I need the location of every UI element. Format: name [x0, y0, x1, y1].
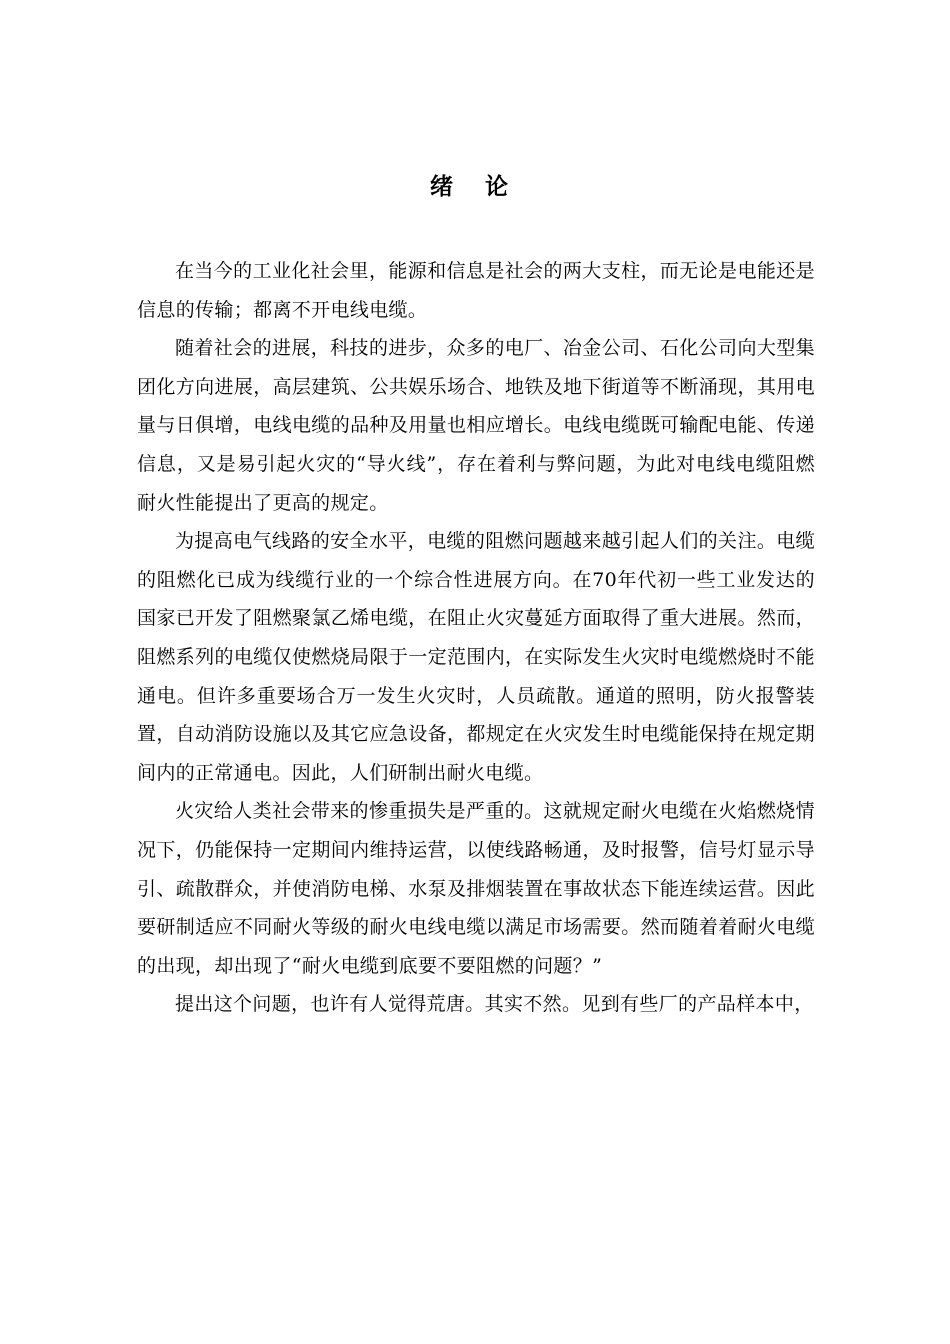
body-text [137, 252, 815, 1024]
paragraph-4: 火灾给人类社会带来的惨重损失是严重的。这就规定耐火电缆在火焰燃烧情况下，仍能保持一定期间内维持运营，以使线路畅通，及时报警，信号灯显示导引、疏散群众，并使消防电梯、水泵及排烟装置在事故状态下能连续运营。因此要研制适应不同耐火等级的耐火电线电缆以满足市场需要。然而随着着耐火电缆的出现，却出现了“耐火电缆到底要不要阻燃的问题？” [137, 800, 815, 977]
paragraph-3: 为提高电气线路的安全水平，电缆的阻燃问题越来越引起人们的关注。电缆的阻燃化已成为线缆行业的一个综合性进展方向。在70年代初一些工业发达的国家已开发了阻燃聚氯乙烯电缆，在阻止火灾蔓延方面取得了重大进展。然而，阻燃系列的电缆仅使燃烧局限于一定范围内，在实际发生火灾时电缆燃烧时不能通电。但许多重要场合万一发生火灾时，人员疏散。通道的照明，防火报警装置，自动消防设施以及其它应急设备，都规定在火灾发生时电缆能保持在规定期间内的正常通电。因此，人们研制出耐火电缆。 [137, 530, 815, 784]
paragraph-5: 提出这个问题，也许有人觉得荒唐。其实不然。见到有些厂的产品样本中， [175, 993, 814, 1016]
page-title: 绪 论 [429, 174, 520, 200]
paragraph-2: 随着社会的进展，科技的进步，众多的电厂、冶金公司、石化公司向大型集团化方向进展，高层建筑、公共娱乐场合、地铁及地下街道等不断涌现，其用电量与日俱增，电线电缆的品种及用量也相应增长。电线电缆既可输配电能、传递信息，又是易引起火灾的“导火线”，存在着利与弊问题，为此对电线电缆阻燃耐火性能提出了更高的规定。 [137, 337, 815, 514]
paragraph-1: 在当今的工业化社会里，能源和信息是社会的两大支柱，而无论是电能还是信息的传输；都离不开电线电缆。 [137, 260, 815, 321]
